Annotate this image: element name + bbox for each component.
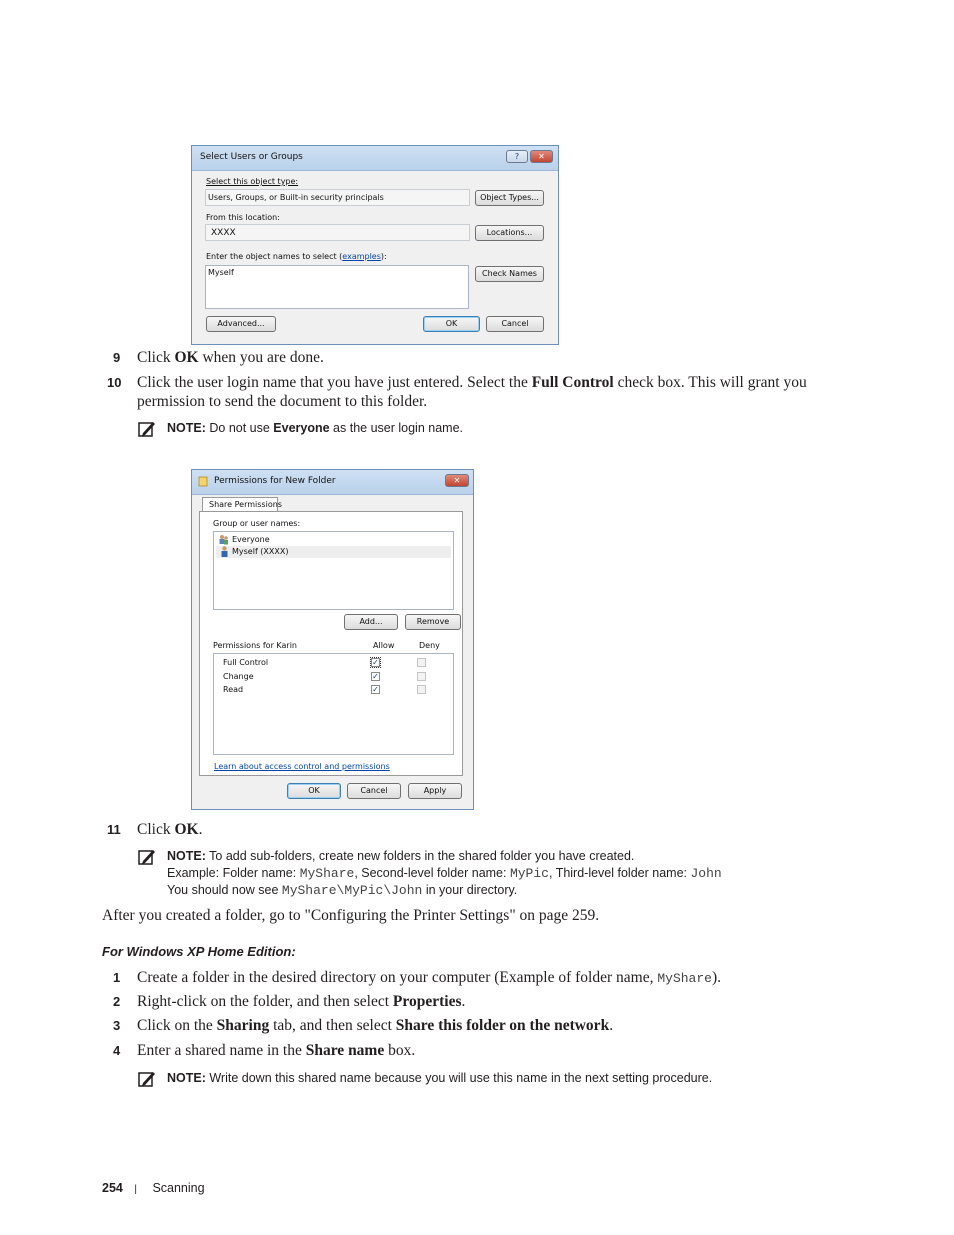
step-10-line2: permission to send the document to this folder. [137,393,428,410]
note-1-bold: Everyone [273,421,330,435]
close-icon: ✕ [453,476,461,485]
note-2-line1 [167,848,722,865]
close-button[interactable] [445,474,469,487]
xp-heading: For Windows XP Home Edition: [102,944,296,959]
permissions-list [213,653,454,755]
dialog-title: Permissions for New Folder [214,476,336,486]
note-2-line2-b: , Second-level folder name: [354,866,510,880]
pencil-note-icon [138,1070,156,1088]
allow-header: Allow [373,641,395,650]
group-label: Group or user names: [213,519,301,528]
note-2-line2 [167,865,722,882]
dialog-titlebar [192,470,473,495]
names-label-prefix: Enter the object names to select ( [206,252,343,261]
xp-step-1-post: ). [711,969,721,986]
xp-step-3-pre: Click on the [137,1017,217,1034]
note-1-label: NOTE: [167,421,206,435]
names-label [206,252,387,261]
xp-step-2-pre: Right-click on the folder, and then select [137,993,393,1010]
after-text: After you created a folder, go to "Configuring the Printer Settings" on page 259. [102,907,600,924]
xp-step-3-text [137,1016,613,1035]
user-name: Everyone [232,535,270,544]
code-myshare: MyShare [657,971,712,986]
location-field [205,224,470,241]
xp-step-1-number: 1 [113,970,121,985]
read-allow-checkbox[interactable]: ✓ [372,685,379,694]
examples-link[interactable]: examples [342,252,381,261]
dialog-title: Select Users or Groups [200,152,303,162]
full-control-allow-checkbox[interactable]: ✓ [372,658,379,667]
add-button[interactable]: Add... [344,614,398,630]
note-1-pre: Do not use [205,421,274,435]
xp-step-3-bold: Sharing [216,1017,270,1034]
step-11-text [137,820,202,839]
xp-step-4-bold: Share name [305,1042,385,1059]
full-control-deny-checkbox[interactable] [417,658,426,667]
permission-name: Read [223,685,244,694]
step-9-pre: Click [137,349,175,366]
permission-name: Full Control [223,658,269,667]
step-10-line1-post: check box. This will grant you [613,374,807,391]
note-3 [167,1070,712,1087]
pencil-note-icon [138,848,156,866]
note-2 [167,848,722,899]
note-2-line1-text: To add sub-folders, create new folders in the shared folder you have created. [205,849,635,863]
step-11-post: . [198,821,203,838]
xp-step-3-mid: tab, and then select [269,1017,396,1034]
footer-separator: | [134,1184,137,1195]
note-2-label: NOTE: [167,849,206,863]
users-list [213,531,454,610]
locations-button[interactable]: Locations... [475,225,544,241]
xp-step-1-pre: Create a folder in the desired directory on your computer (Example of folder name, [137,969,658,986]
xp-step-1-text [137,968,721,988]
note-3-label: NOTE: [167,1071,206,1085]
cancel-button[interactable]: Cancel [347,783,401,799]
change-deny-checkbox[interactable] [417,672,426,681]
step-10-line1 [137,373,807,392]
user-icon [220,546,229,557]
permissions-label: Permissions for Karin [213,641,297,650]
xp-step-2-post: . [461,993,466,1010]
xp-step-3-post: . [609,1017,614,1034]
change-allow-checkbox[interactable]: ✓ [372,672,379,681]
permission-name: Change [223,672,254,681]
location-value: XXXX [211,228,236,238]
step-10-line1-pre: Click the user login name that you have just entered. Select the [137,374,532,391]
xp-step-2-number: 2 [113,994,121,1009]
pencil-note-icon [138,420,156,438]
xp-step-4-number: 4 [113,1043,121,1058]
step-9-number: 9 [113,350,121,365]
step-10-line1-bold: Full Control [531,374,614,391]
code-john: John [690,866,722,881]
cancel-button[interactable]: Cancel [486,316,544,332]
note-2-line2-c: , Third-level folder name: [548,866,691,880]
select-users-dialog [191,145,559,345]
step-11-bold: OK [174,821,199,838]
users-group-icon [218,534,229,545]
xp-step-2-bold: Properties [392,993,462,1010]
tab-share-permissions[interactable] [202,497,282,512]
names-label-suffix: ): [380,252,387,261]
advanced-button[interactable]: Advanced... [206,316,276,332]
code-mypic: MyPic [509,866,549,881]
tab-label: Share Permissions [209,500,282,509]
step-9-post: when you are done. [198,349,324,366]
xp-step-4-text [137,1041,415,1060]
tab-panel [199,511,463,776]
footer-section: Scanning [152,1181,205,1195]
dialog-titlebar [192,146,558,171]
object-type-field [205,189,470,206]
location-label: From this location: [206,213,280,222]
note-2-line2-a: Example: Folder name: [167,866,300,880]
question-icon: ? [514,152,520,161]
step-9-text [137,348,324,367]
note-2-line3 [167,882,722,899]
step-9-bold: OK [174,349,199,366]
xp-step-2-text [137,992,465,1011]
list-item[interactable] [216,534,451,546]
object-names-input[interactable] [205,265,469,309]
object-names-value: Myself [208,268,234,277]
ok-button[interactable]: OK [287,783,341,799]
object-types-button[interactable]: Object Types... [475,190,544,206]
object-type-label: Select this object type: [206,177,299,186]
check-names-button[interactable]: Check Names [475,266,544,282]
permissions-dialog [191,469,474,810]
list-item[interactable] [216,546,451,558]
help-button[interactable] [506,150,528,163]
note-2-line3-b: in your directory. [422,883,518,897]
apply-button[interactable]: Apply [408,783,462,799]
ok-button[interactable]: OK [423,316,480,332]
learn-link[interactable]: Learn about access control and permissions [214,762,390,771]
note-1-post: as the user login name. [329,421,463,435]
page-footer [102,1181,205,1195]
note-3-text: Write down this shared name because you will use this name in the next setting procedure. [205,1071,713,1085]
remove-button[interactable]: Remove [405,614,461,630]
note-2-line3-a: You should now see [167,883,282,897]
step-10-text [137,373,807,411]
folder-icon [198,476,208,487]
xp-step-4-pre: Enter a shared name in the [137,1042,306,1059]
object-type-value: Users, Groups, or Built-in security principals [208,193,384,202]
code-myshare: MyShare [299,866,355,881]
note-1 [167,420,463,437]
step-11-pre: Click [137,821,175,838]
xp-step-3-number: 3 [113,1018,121,1033]
close-button[interactable] [530,150,553,163]
step-11-number: 11 [107,822,121,837]
code-path: MyShare\MyPic\John [281,883,423,898]
step-10-number: 10 [107,375,122,390]
read-deny-checkbox[interactable] [417,685,426,694]
close-icon: ✕ [538,152,545,161]
page-number: 254 [102,1181,123,1195]
xp-step-4-post: box. [384,1042,416,1059]
user-name: Myself (XXXX) [232,547,289,556]
xp-step-3-bold2: Share this folder on the network [395,1017,610,1034]
deny-header: Deny [419,641,440,650]
